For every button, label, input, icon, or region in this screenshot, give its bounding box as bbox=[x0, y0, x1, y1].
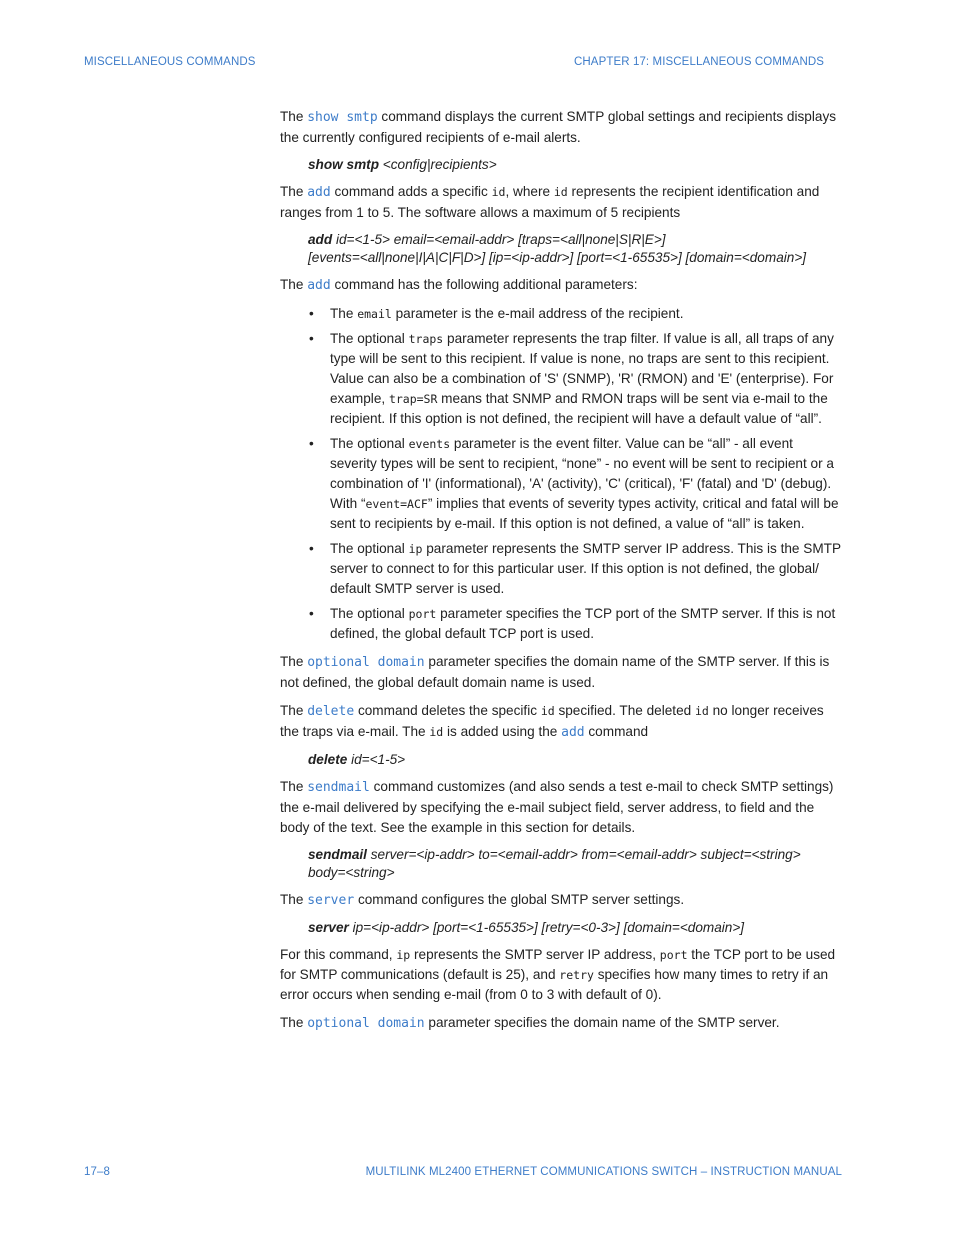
page-body bbox=[280, 107, 842, 1042]
command-sendmail: sendmail bbox=[307, 780, 370, 795]
paragraph-sendmail: The sendmail command customizes (and also sends a test e-mail to check SMTP settings) the e-mail delivered by specifying the e-mail subject field, server address, to field and the body of the text. See the example in this section for details. bbox=[280, 779, 834, 835]
running-header-right: CHAPTER 17: MISCELLANEOUS COMMANDS bbox=[574, 56, 825, 68]
command-optional-domain: optional domain bbox=[307, 1016, 425, 1031]
command-server: server bbox=[307, 893, 355, 908]
command-add: add bbox=[307, 278, 331, 293]
running-footer-title: MULTILINK ML2400 ETHERNET COMMUNICATIONS SWITCH – INSTRUCTION MANUAL bbox=[365, 1166, 842, 1178]
paragraph-add-params: The add command has the following additional parameters: bbox=[280, 277, 638, 293]
list-item-traps: • The optional traps parameter represents the trap filter. If value is all, all traps of any type will be sent to this recipient. If value is none, no traps are sent to this recipient. Value can also be a combination of 'S' (SNMP), 'R' (RMON) and 'E' (enterprise). For example, trap=SR means that SNMP and RMON traps will be sent via e-mail to the recipient. If this option is not defined, the recipient will have a default value of “all”. bbox=[330, 329, 842, 429]
page-number: 17–8 bbox=[84, 1166, 110, 1178]
command-show-smtp: show smtp bbox=[307, 110, 378, 125]
paragraph-server: The server command configures the global SMTP server settings. bbox=[280, 892, 685, 908]
command-add: add bbox=[561, 725, 585, 740]
list-item-email: • The email parameter is the e-mail address of the recipient. bbox=[330, 304, 842, 324]
list-item-ip: • The optional ip parameter represents the SMTP server IP address. This is the SMTP server to connect to for this particular user. If this option is not defined, the global/ default SMTP server is used. bbox=[330, 539, 842, 599]
command-optional-domain: optional domain bbox=[307, 655, 425, 670]
syntax-show-smtp: show smtp <config|recipients> bbox=[308, 157, 497, 172]
command-add: add bbox=[307, 185, 331, 200]
syntax-add: add id=<1-5> email=<email-addr> [traps=<all|none|S|R|E>] [events=<all|none|I|A|C|F|D>] [ip=<ip-addr>] [port=<1-65535>] [domain=<domain>] bbox=[308, 232, 807, 265]
list-item-port: • The optional port parameter specifies the TCP port of the SMTP server. If this is not defined, the global default TCP port is used. bbox=[330, 604, 842, 644]
parameter-list bbox=[280, 304, 842, 644]
syntax-server: server ip=<ip-addr> [port=<1-65535>] [retry=<0-3>] [domain=<domain>] bbox=[308, 920, 745, 935]
syntax-sendmail: sendmail server=<ip-addr> to=<email-addr> from=<email-addr> subject=<string> body=<string> bbox=[308, 847, 801, 880]
running-header-left: MISCELLANEOUS COMMANDS bbox=[84, 56, 256, 68]
paragraph-optional-domain-server: The optional domain parameter specifies the domain name of the SMTP server. bbox=[280, 1015, 780, 1031]
command-delete: delete bbox=[307, 704, 355, 719]
paragraph-add: The add command adds a specific id, where id represents the recipient identification and ranges from 1 to 5. The software allows a maximum of 5 recipients bbox=[280, 184, 820, 220]
paragraph-optional-domain: The optional domain parameter specifies the domain name of the SMTP server. If this is not defined, the global default domain name is used. bbox=[280, 654, 830, 690]
list-item-events: • The optional events parameter is the event filter. Value can be “all” - all event severity types will be sent to recipient, “none” - no event will be sent to recipient or a combination of 'I' (informational), 'A' (activity), 'C' (critical), 'F' (fatal) and 'D' (debug). With “event=ACF” implies that events of severity types activity, critical and fatal will be sent to recipients by e-mail. If this option is not defined, a value of “all” is taken. bbox=[330, 434, 842, 534]
syntax-delete: delete id=<1-5> bbox=[308, 752, 406, 767]
paragraph-server-params: For this command, ip represents the SMTP server IP address, port the TCP port to be used for SMTP communications (default is 25), and retry specifies how many times to retry if an error occurs when sending e-mail (from 0 to 3 with default of 0). bbox=[280, 947, 836, 1002]
paragraph-delete: The delete command deletes the specific id specified. The deleted id no longer receives the traps via e-mail. The id is added using the add command bbox=[280, 703, 824, 740]
paragraph-show-smtp: The show smtp command displays the current SMTP global settings and recipients displays the currently configured recipients of e-mail alerts. bbox=[280, 109, 837, 145]
